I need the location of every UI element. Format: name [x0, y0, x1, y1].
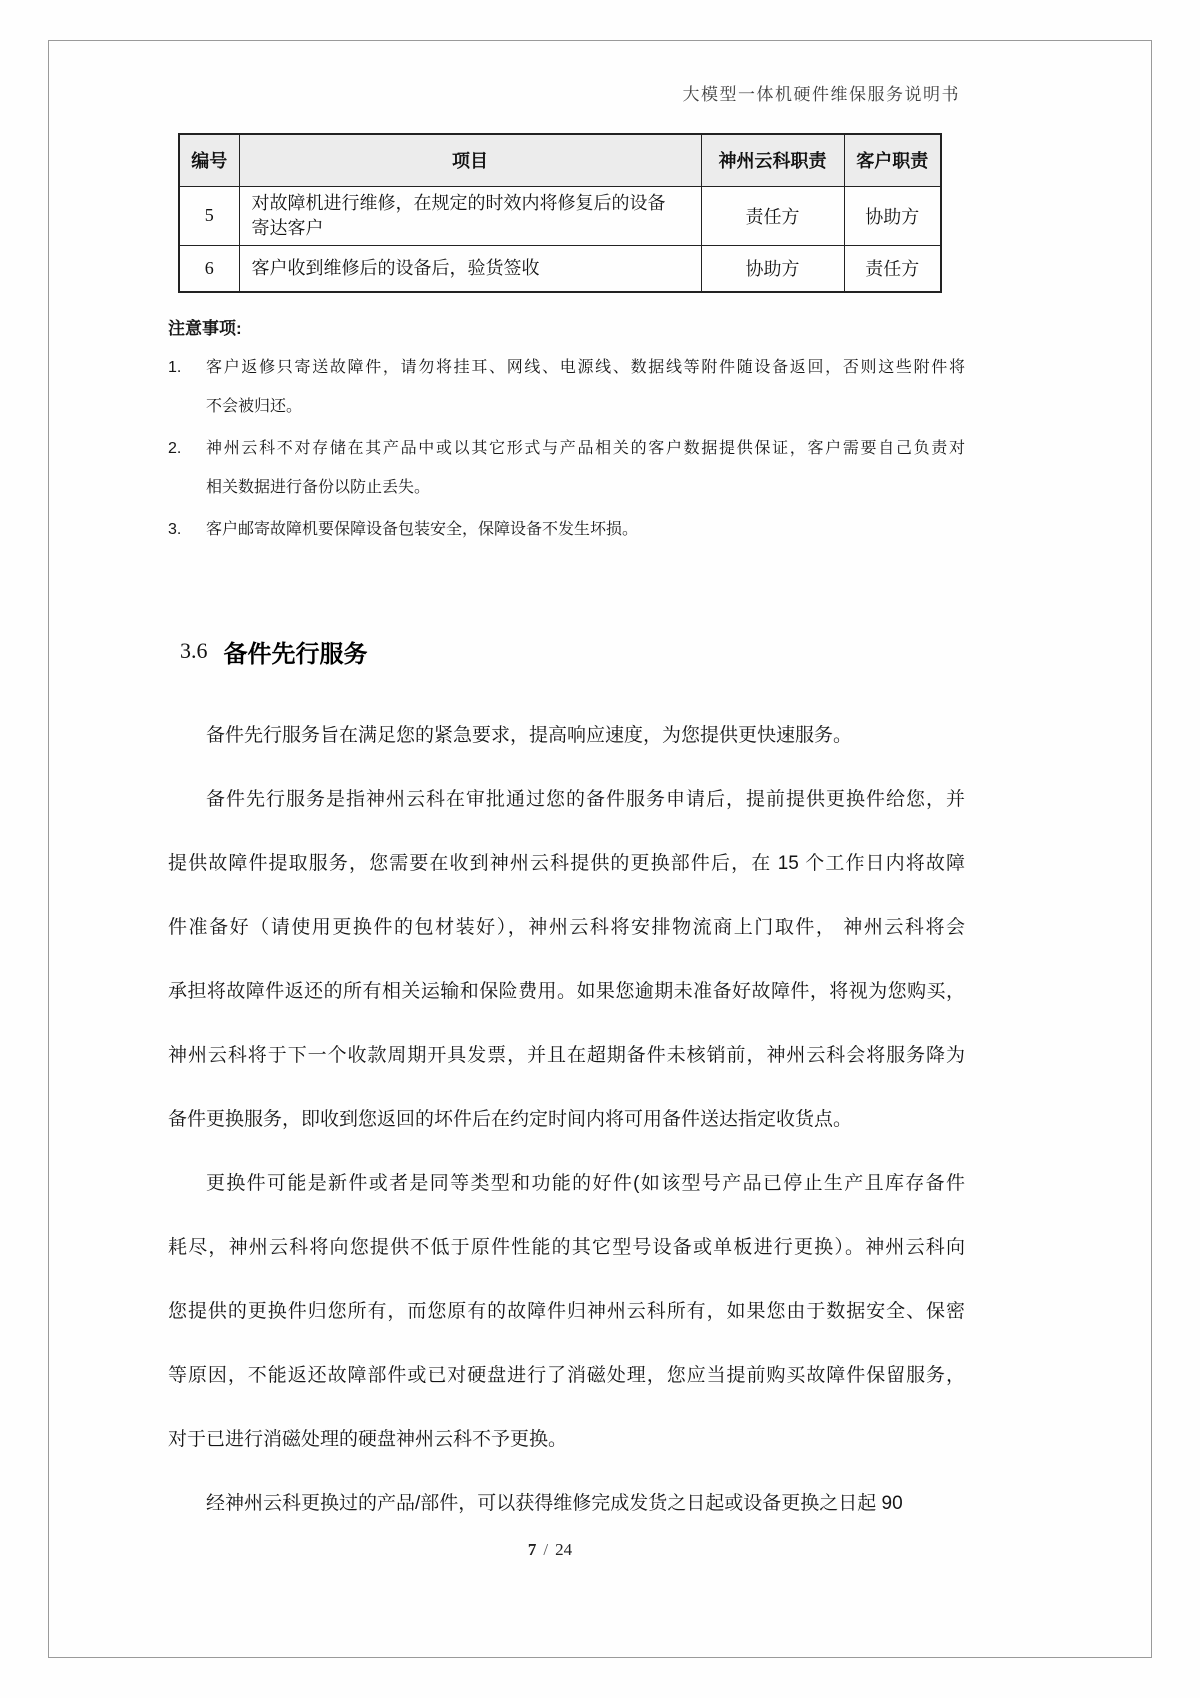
body-line: 经神州云科更换过的产品/部件，可以获得维修完成发货之日起或设备更换之日起 90 — [206, 1493, 903, 1514]
table-header-row — [179, 134, 941, 186]
footer-page-number: 7 — [527, 1540, 537, 1559]
section-title: 备件先行服务 — [223, 640, 368, 668]
note-text — [206, 348, 965, 426]
notes-title: 注意事项: — [168, 319, 242, 338]
cell-item-description — [239, 245, 701, 292]
page-footer — [0, 1540, 1100, 1560]
note-line: 神州云科不对存储在其产品中或以其它形式与产品相关的客户数据提供保证，客户需要自己负责对 — [206, 440, 965, 457]
note-line: 不会被归还。 — [206, 398, 303, 415]
note-item — [168, 429, 965, 507]
body-line: 备件更换服务，即收到您返回的坏件后在约定时间内将可用备件送达指定收货点。 — [168, 1109, 853, 1130]
note-item — [168, 510, 965, 549]
cell-customer-role: 协助方 — [844, 186, 941, 245]
body-text — [168, 704, 965, 1536]
column-header-customer-role: 客户职责 — [844, 134, 941, 186]
section-heading — [180, 630, 368, 672]
body-line: 件准备好（请使用更换件的包材装好），神州云科将安排物流商上门取件， 神州云科将会 — [168, 917, 965, 938]
body-line: 备件先行服务是指神州云科在审批通过您的备件服务申请后，提前提供更换件给您，并 — [206, 789, 965, 810]
section-number: 3.6 — [180, 638, 208, 663]
item-line: 寄达客户 — [251, 217, 324, 238]
note-line: 客户邮寄故障机要保障设备包装安全，保障设备不发生坏损。 — [206, 521, 639, 538]
note-line: 客户返修只寄送故障件，请勿将挂耳、网线、电源线、数据线等附件随设备返回，否则这些附件将 — [206, 359, 965, 376]
cell-vendor-role: 责任方 — [701, 186, 844, 245]
body-line: 等原因，不能返还故障部件或已对硬盘进行了消磁处理，您应当提前购买故障件保留服务， — [168, 1365, 965, 1386]
body-line: 您提供的更换件归您所有，而您原有的故障件归神州云科所有，如果您由于数据安全、保密 — [168, 1301, 965, 1322]
item-line: 客户收到维修后的设备后，验货签收 — [251, 257, 540, 278]
body-line: 更换件可能是新件或者是同等类型和功能的好件(如该型号产品已停止生产且库存备件 — [206, 1173, 965, 1194]
cell-customer-role: 责任方 — [844, 245, 941, 292]
body-line: 提供故障件提取服务，您需要在收到神州云科提供的更换部件后，在 15 个工作日内将故障 — [168, 853, 965, 874]
body-line: 神州云科将于下一个收款周期开具发票，并且在超期备件未核销前，神州云科会将服务降为 — [168, 1045, 965, 1066]
note-line: 相关数据进行备份以防止丢失。 — [206, 479, 431, 496]
table-row — [179, 245, 941, 292]
notes-section — [168, 316, 965, 552]
body-line: 对于已进行消磁处理的硬盘神州云科不予更换。 — [168, 1429, 568, 1450]
responsibility-table — [178, 133, 942, 293]
cell-vendor-role: 协助方 — [701, 245, 844, 292]
note-text — [206, 510, 965, 549]
cell-row-number: 6 — [179, 245, 239, 292]
column-header-no: 编号 — [179, 134, 239, 186]
doc-header-title: 大模型一体机硬件维保服务说明书 — [682, 85, 960, 104]
table-row — [179, 186, 941, 245]
note-item — [168, 348, 965, 426]
cell-row-number: 5 — [179, 186, 239, 245]
item-line: 对故障机进行维修，在规定的时效内将修复后的设备 — [251, 192, 666, 213]
footer-total-pages: 24 — [555, 1540, 573, 1559]
body-line: 备件先行服务旨在满足您的紧急要求，提高响应速度，为您提供更快速服务。 — [206, 725, 853, 746]
column-header-vendor-role: 神州云科职责 — [701, 134, 844, 186]
note-number: 1. — [168, 359, 182, 376]
body-line: 承担将故障件返还的所有相关运输和保险费用。如果您逾期未准备好故障件，将视为您购买， — [168, 981, 965, 1002]
note-text — [206, 429, 965, 507]
note-number: 2. — [168, 440, 182, 457]
cell-item-description — [239, 186, 701, 245]
body-line: 耗尽，神州云科将向您提供不低于原件性能的其它型号设备或单板进行更换）。神州云科向 — [168, 1237, 965, 1258]
column-header-item: 项目 — [239, 134, 701, 186]
note-number: 3. — [168, 521, 182, 538]
footer-separator: / — [543, 1540, 549, 1559]
